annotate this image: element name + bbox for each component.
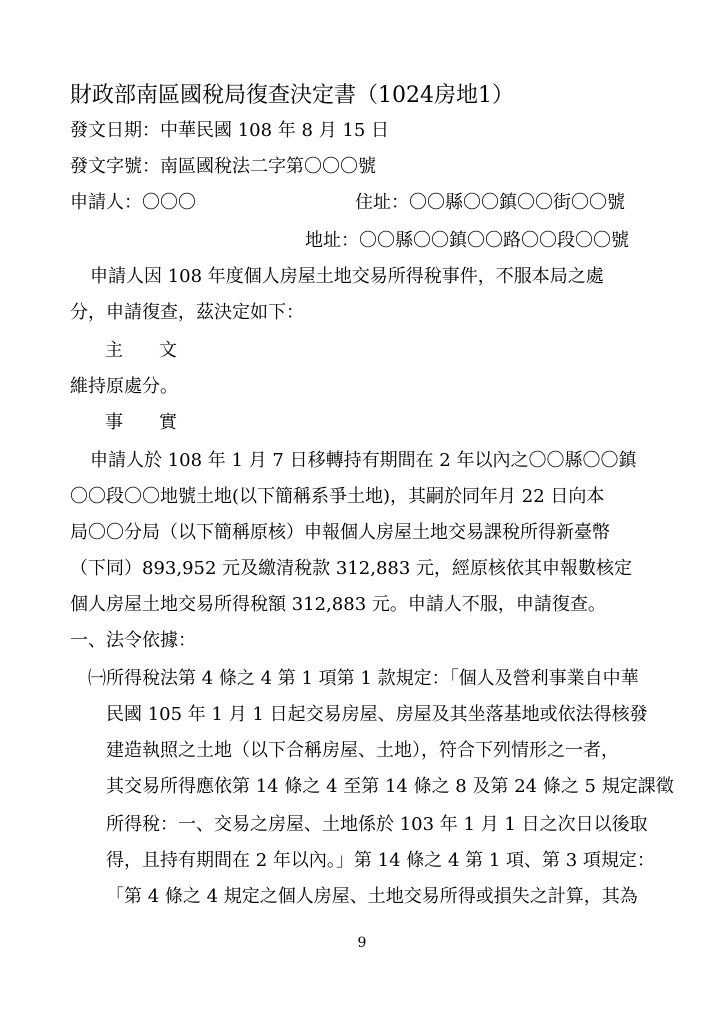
law-item-line: 所得稅法第 4 條之 4 第 1 項第 1 款規定：「個人及營利事業自中華	[106, 668, 639, 689]
law-item-line: 「第 4 條之 4 規定之個人房屋、土地交易所得或損失之計算，其為	[106, 886, 638, 907]
law-item-line: 得，且持有期間在 2 年以內。」第 14 條之 4 第 1 項、第 3 項規定：	[106, 850, 655, 871]
document-number: 發文字號：南區國稅法二字第〇〇〇號	[70, 156, 376, 177]
applicant-address: 地址：〇〇縣〇〇鎮〇〇路〇〇段〇〇號	[305, 230, 629, 251]
issue-date: 發文日期：中華民國 108 年 8 月 15 日	[70, 120, 390, 141]
law-item-line: 其交易所得應依第 14 條之 4 至第 14 條之 8 及第 24 條之 5 規定課徵	[106, 776, 674, 797]
intro-line: 申請人因 108 年度個人房屋土地交易所得稅事件，不服本局之處	[90, 266, 604, 287]
applicant-residence: 住址：〇〇縣〇〇鎮〇〇街〇〇號	[355, 192, 625, 213]
page-number: 9	[357, 935, 367, 951]
facts-line: 局〇〇分局（以下簡稱原核）申報個人房屋土地交易課稅所得新臺幣	[70, 522, 610, 543]
section-one-heading: 一、法令依據：	[70, 630, 196, 651]
facts-line: （下同）893,952 元及繳清稅款 312,883 元，經原核依其申報數核定	[70, 558, 633, 579]
document-title: 財政部南區國稅局復查決定書（1024房地1）	[70, 83, 514, 108]
facts-line: 個人房屋土地交易所得稅額 312,883 元。申請人不服，申請復查。	[70, 594, 606, 615]
law-item-marker: ㈠	[88, 668, 106, 689]
facts-line: 申請人於 108 年 1 月 7 日移轉持有期間在 2 年以內之〇〇縣〇〇鎮	[90, 450, 637, 471]
law-item-line: 所得稅：一、交易之房屋、土地係於 103 年 1 月 1 日之次日以後取	[106, 814, 648, 835]
facts-line: 〇〇段〇〇地號土地(以下簡稱系爭土地)，其嗣於同年月 22 日向本	[70, 486, 605, 507]
intro-line: 分，申請復查，茲決定如下：	[70, 302, 304, 323]
main-heading: 主 文	[105, 340, 177, 361]
law-item-line: 建造執照之土地（以下合稱房屋、土地），符合下列情形之一者，	[106, 740, 619, 761]
law-item-line: 民國 105 年 1 月 1 日起交易房屋、房屋及其坐落基地或依法得核發	[106, 704, 648, 725]
applicant-name: 申請人：〇〇〇	[70, 192, 196, 213]
facts-heading: 事 實	[105, 412, 177, 433]
main-text: 維持原處分。	[70, 376, 178, 397]
